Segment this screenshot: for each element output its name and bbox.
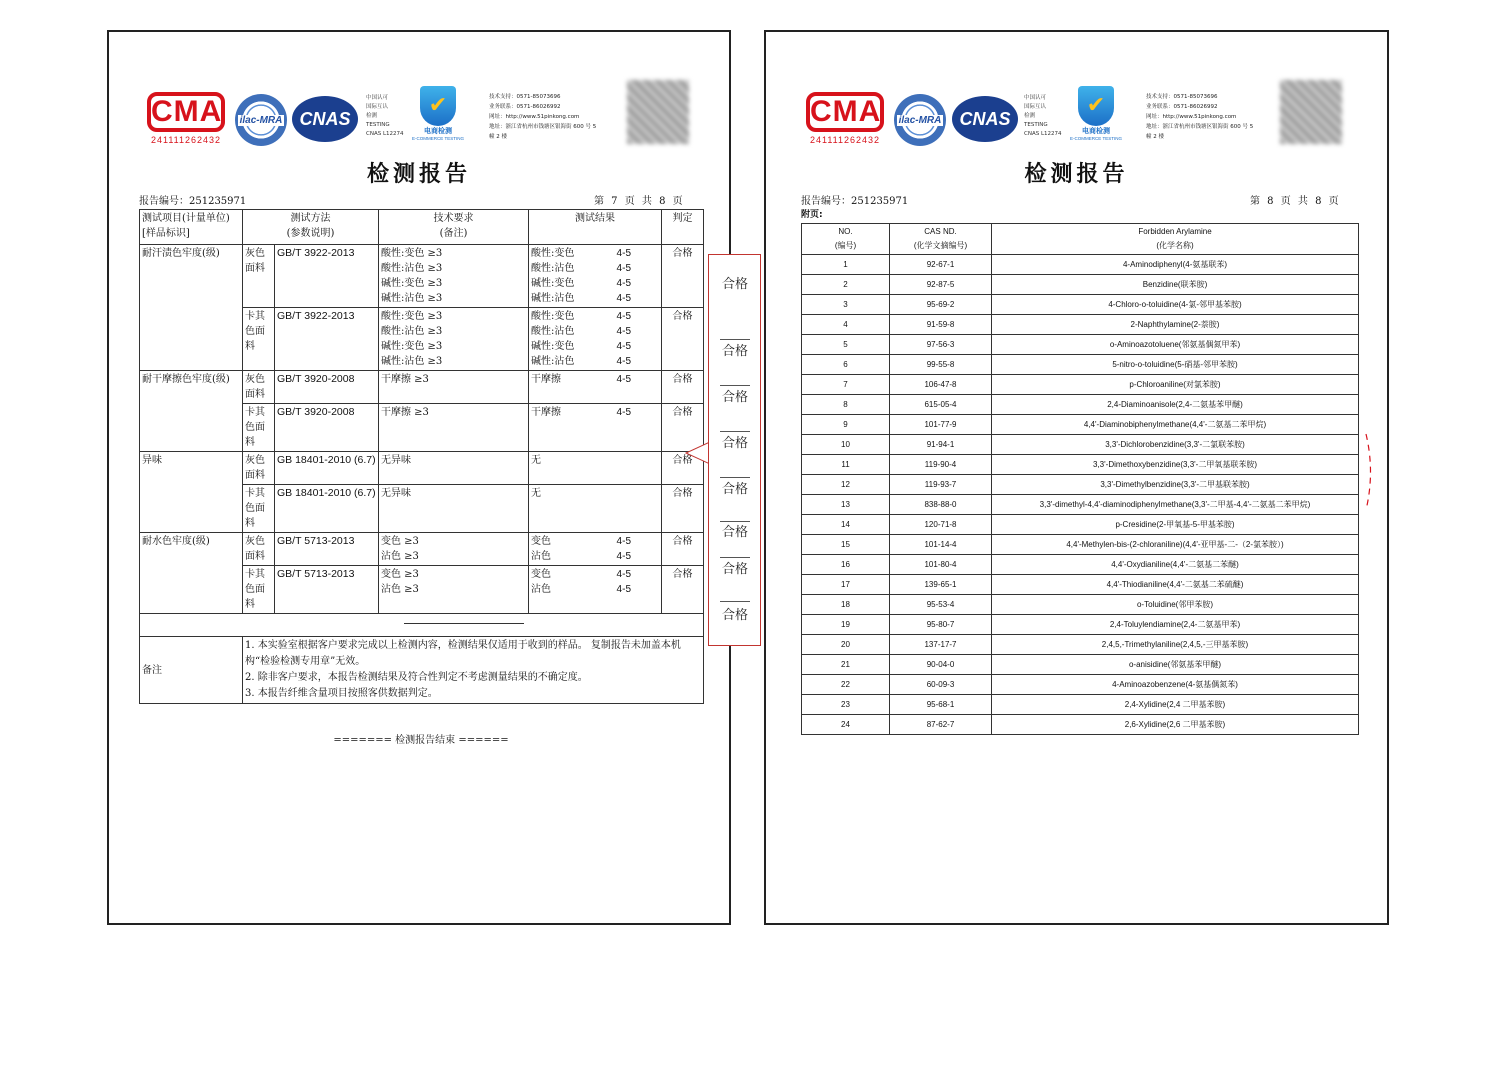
cas-number: 106-47-8 xyxy=(890,375,992,395)
text-line: 2. 除非客户要求，本报告检测结果及符合性判定不考虑测量结果的不确定度。 xyxy=(245,672,588,683)
row-number: 15 xyxy=(802,535,890,555)
row-number: 16 xyxy=(802,555,890,575)
text-line: (参数说明) xyxy=(286,228,335,239)
text-line: 技术支持：0571-85073696 xyxy=(1146,94,1218,100)
cas-number: 95-80-7 xyxy=(890,615,992,635)
result-value: 4-5 xyxy=(616,407,631,418)
result-label: 碱性:变色 xyxy=(531,278,575,289)
cma-number: 241111262432 xyxy=(809,135,881,145)
test-results-table xyxy=(139,209,704,704)
verdict: 合格 xyxy=(662,308,704,371)
verdict: 合格 xyxy=(662,533,704,566)
chemical-name: 2,4,5,-Trimethylaniline(2,4,5,-三甲基苯胺) xyxy=(992,635,1359,655)
cas-number: 119-93-7 xyxy=(890,475,992,495)
test-item: 耐汗渍色牢度(级) xyxy=(140,245,243,371)
row-number: 14 xyxy=(802,515,890,535)
accreditation-text xyxy=(366,94,406,139)
requirement-line: 变色 ≥3 xyxy=(381,536,419,547)
text-line: 中国认可 xyxy=(1024,95,1047,101)
report-page-8 xyxy=(764,30,1389,925)
result-value: 4-5 xyxy=(616,263,631,274)
contact-info xyxy=(1146,92,1276,142)
cnas-logo-icon: CNAS xyxy=(292,96,358,142)
text-line: 测试项目(计量单位) xyxy=(142,213,230,224)
sample-id: 卡其色面料 xyxy=(243,566,275,614)
table-header-row xyxy=(802,224,1359,255)
requirement-line: 干摩擦 ≥3 xyxy=(381,374,429,385)
cma-number: 241111262432 xyxy=(150,135,222,145)
result-value: 4-5 xyxy=(616,569,631,580)
text-line: 幢 2 楼 xyxy=(489,134,507,140)
result-value: 4-5 xyxy=(616,341,631,352)
cnas-logo-icon: CNAS xyxy=(952,96,1018,142)
text-line: 中国认可 xyxy=(366,95,389,101)
table-row xyxy=(140,533,704,566)
cas-number: 92-67-1 xyxy=(890,255,992,275)
result-label: 干摩擦 xyxy=(531,407,561,418)
verdict: 合格 xyxy=(662,404,704,452)
callout-divider xyxy=(720,385,750,386)
requirement-line: 碱性:变色 ≥3 xyxy=(381,341,443,352)
requirement-line: 酸性:变色 ≥3 xyxy=(381,311,443,322)
chemical-name: 4-Aminoazobenzene(4-氨基偶氮苯) xyxy=(992,675,1359,695)
text-line: TESTING xyxy=(366,122,390,128)
table-row xyxy=(140,245,704,308)
requirement-line: 沾色 ≥3 xyxy=(381,584,419,595)
test-results xyxy=(529,485,662,533)
row-number: 7 xyxy=(802,375,890,395)
chemical-name: o-anisidine(邻氨基苯甲醚) xyxy=(992,655,1359,675)
table-row xyxy=(802,675,1359,695)
table-row xyxy=(802,535,1359,555)
table-row xyxy=(802,415,1359,435)
table-row xyxy=(140,452,704,485)
cas-number: 137-17-7 xyxy=(890,635,992,655)
chemical-name: 5-nitro-o-toluidine(5-硝基-邻甲苯胺) xyxy=(992,355,1359,375)
test-item: 耐干摩擦色牢度(级) xyxy=(140,371,243,452)
row-number: 3 xyxy=(802,295,890,315)
appendix-label: 附页: xyxy=(801,210,823,220)
chemical-name: 2,4-Xylidine(2,4 二甲基苯胺) xyxy=(992,695,1359,715)
cas-number: 91-94-1 xyxy=(890,435,992,455)
report-header xyxy=(766,32,1387,162)
result-value: 4-5 xyxy=(616,551,631,562)
row-number: 19 xyxy=(802,615,890,635)
test-results xyxy=(529,452,662,485)
table-header-row xyxy=(140,210,704,245)
verdict: 合格 xyxy=(662,371,704,404)
text-line: NO. xyxy=(838,227,853,236)
chemical-name: p-Chloroaniline(对氯苯胺) xyxy=(992,375,1359,395)
callout-divider xyxy=(720,521,750,522)
table-row xyxy=(802,715,1359,735)
text-line: TESTING xyxy=(1024,122,1048,128)
text-line: 1. 本实验室根据客户要求完成以上检测内容，检测结果仅适用于收到的样品。 复制报告未加盖本机构“检验检测专用章”无效。 xyxy=(245,640,681,667)
cas-number: 95-53-4 xyxy=(890,595,992,615)
table-row xyxy=(802,255,1359,275)
table-row xyxy=(802,435,1359,455)
requirement-line: 碱性:沾色 ≥3 xyxy=(381,293,443,304)
result-label: 碱性:沾色 xyxy=(531,293,575,304)
ecommerce-testing-logo xyxy=(412,86,464,148)
chemical-name: 4,4'-Oxydianiline(4,4'-二氨基二苯醚) xyxy=(992,555,1359,575)
result-label: 无 xyxy=(531,455,541,466)
sample-id: 卡其色面料 xyxy=(243,308,275,371)
table-row xyxy=(802,615,1359,635)
qr-code-icon xyxy=(1280,80,1342,144)
cas-number: 139-65-1 xyxy=(890,575,992,595)
text-line: (编号) xyxy=(834,241,857,250)
chemical-name: 4-Aminodiphenyl(4-氨基联苯) xyxy=(992,255,1359,275)
sample-id: 灰色面料 xyxy=(243,245,275,308)
callout-verdict: 合格 xyxy=(721,482,748,497)
result-label: 变色 xyxy=(531,569,551,580)
cas-number: 97-56-3 xyxy=(890,335,992,355)
table-row xyxy=(802,275,1359,295)
requirement-line: 碱性:变色 ≥3 xyxy=(381,278,443,289)
contact-info xyxy=(489,92,619,142)
requirements xyxy=(379,308,529,371)
table-row xyxy=(802,335,1359,355)
text-line: Forbidden Arylamine xyxy=(1138,227,1212,236)
text-line: (化学名称) xyxy=(1156,241,1194,250)
callout-verdict: 合格 xyxy=(721,608,748,623)
callout-verdict: 合格 xyxy=(721,277,748,292)
text-line: 网址：http://www.51pinkong.com xyxy=(489,114,580,120)
notes-label: 备注 xyxy=(140,637,243,704)
test-results xyxy=(529,566,662,614)
page-title: 检测报告 xyxy=(366,161,471,187)
text-line: 判定 xyxy=(662,210,704,245)
callout-divider xyxy=(720,557,750,558)
requirements xyxy=(379,566,529,614)
row-number: 20 xyxy=(802,635,890,655)
cas-number: 95-69-2 xyxy=(890,295,992,315)
row-number: 4 xyxy=(802,315,890,335)
text-line: ilac-MRA xyxy=(239,114,283,126)
requirement-line: 无异味 xyxy=(381,455,411,466)
cas-number: 101-77-9 xyxy=(890,415,992,435)
row-number: 5 xyxy=(802,335,890,355)
sample-id: 卡其色面料 xyxy=(243,404,275,452)
chemical-name: 2-Naphthylamine(2-萘胺) xyxy=(992,315,1359,335)
requirement-line: 干摩擦 ≥3 xyxy=(381,407,429,418)
cas-number: 119-90-4 xyxy=(890,455,992,475)
chemical-name: 2,6-Xylidine(2,6 二甲基苯胺) xyxy=(992,715,1359,735)
notes-row xyxy=(140,637,704,704)
text-line: 业务联系：0571-86026992 xyxy=(1146,104,1218,110)
cas-number: 101-80-4 xyxy=(890,555,992,575)
table-row xyxy=(802,695,1359,715)
verdict: 合格 xyxy=(662,452,704,485)
page-title: 检测报告 xyxy=(1024,161,1129,187)
requirements xyxy=(379,533,529,566)
row-number: 18 xyxy=(802,595,890,615)
row-number: 13 xyxy=(802,495,890,515)
text-line: 技术支持：0571-85073696 xyxy=(489,94,561,100)
sample-id: 卡其色面料 xyxy=(243,485,275,533)
table-row xyxy=(802,295,1359,315)
ilac-mra-logo-icon xyxy=(235,94,287,146)
row-number: 2 xyxy=(802,275,890,295)
text-line: 3. 本报告纤维含量项目按照客供数据判定。 xyxy=(245,688,438,699)
row-number: 11 xyxy=(802,455,890,475)
cas-number: 91-59-8 xyxy=(890,315,992,335)
text-line: 技术要求 xyxy=(433,213,474,224)
test-method: GB/T 3920-2008 xyxy=(275,371,379,404)
callout-divider xyxy=(720,339,750,340)
text-line: 国际互认 xyxy=(1024,104,1047,110)
table-row xyxy=(802,595,1359,615)
result-value: 4-5 xyxy=(616,374,631,385)
cas-number: 92-87-5 xyxy=(890,275,992,295)
shield-check-icon: ✔ xyxy=(420,86,456,126)
requirements xyxy=(379,485,529,533)
result-label: 沾色 xyxy=(531,584,551,595)
text-line: (化学文摘编号) xyxy=(913,241,968,250)
test-method: GB/T 3922-2013 xyxy=(275,308,379,371)
requirement-line: 无异味 xyxy=(381,488,411,499)
requirements xyxy=(379,371,529,404)
test-item: 耐水色牢度(级) xyxy=(140,533,243,614)
cas-number: 99-55-8 xyxy=(890,355,992,375)
result-label: 碱性:沾色 xyxy=(531,356,575,367)
blank-row xyxy=(140,614,704,637)
table-row xyxy=(802,355,1359,375)
cma-mark-icon: CMA xyxy=(147,92,225,132)
callout-divider xyxy=(720,601,750,602)
table-row xyxy=(802,455,1359,475)
row-number: 12 xyxy=(802,475,890,495)
chemical-name: o-Aminoazotoluene(邻氨基偶氮甲苯) xyxy=(992,335,1359,355)
requirements xyxy=(379,452,529,485)
test-method: GB 18401-2010 (6.7) xyxy=(275,452,379,485)
page-indicator: 第 7 页 共 8 页 xyxy=(594,196,685,207)
test-method: GB/T 5713-2013 xyxy=(275,533,379,566)
text-line: 地址：浙江省杭州市钱塘区银海街 600 号 5 xyxy=(489,124,597,130)
table-row xyxy=(802,475,1359,495)
text-line: (备注) xyxy=(439,228,468,239)
sample-id: 灰色面料 xyxy=(243,533,275,566)
red-stamp-edge-icon xyxy=(1364,432,1376,512)
callout-verdict: 合格 xyxy=(721,344,748,359)
text-line: 地址：浙江省杭州市钱塘区银海街 600 号 5 xyxy=(1146,124,1254,130)
result-value: 4-5 xyxy=(616,248,631,259)
shield-check-icon: ✔ xyxy=(1078,86,1114,126)
verdict-callout-box xyxy=(708,254,761,646)
table-row xyxy=(802,635,1359,655)
verdict: 合格 xyxy=(662,485,704,533)
text-line: 测试方法 xyxy=(290,213,331,224)
row-number: 24 xyxy=(802,715,890,735)
callout-verdict: 合格 xyxy=(721,562,748,577)
row-number: 8 xyxy=(802,395,890,415)
text-line: 幢 2 楼 xyxy=(1146,134,1164,140)
table-row xyxy=(802,575,1359,595)
chemical-name: 4,4'-Thiodianiline(4,4'-二氨基二苯硫醚) xyxy=(992,575,1359,595)
cas-number: 120-71-8 xyxy=(890,515,992,535)
arylamine-table xyxy=(801,223,1359,735)
text-line: 检测 xyxy=(366,113,378,119)
row-number: 22 xyxy=(802,675,890,695)
text-line: [样品标识] xyxy=(142,228,190,239)
text-line: 网址：http://www.51pinkong.com xyxy=(1146,114,1237,120)
report-number: 报告编号：251235971 xyxy=(801,196,909,207)
requirements xyxy=(379,404,529,452)
report-number: 报告编号：251235971 xyxy=(139,196,247,207)
result-label: 干摩擦 xyxy=(531,374,561,385)
callout-divider xyxy=(720,431,750,432)
result-value: 4-5 xyxy=(616,293,631,304)
chemical-name: 4,4'-Methylen-bis-(2-chloraniline)(4,4'-亚甲基-二-（2-氯苯胺）) xyxy=(992,535,1359,555)
requirement-line: 酸性:沾色 ≥3 xyxy=(381,263,443,274)
text-line: 检测 xyxy=(1024,113,1036,119)
row-number: 23 xyxy=(802,695,890,715)
chemical-name: 3,3'-Dimethoxybenzidine(3,3'-二甲氧基联苯胺) xyxy=(992,455,1359,475)
test-results xyxy=(529,245,662,308)
accreditation-text xyxy=(1024,94,1064,139)
cas-number: 615-05-4 xyxy=(890,395,992,415)
table-row xyxy=(802,375,1359,395)
text-line: E-COMMERCE TESTING xyxy=(412,136,464,141)
requirement-line: 沾色 ≥3 xyxy=(381,551,419,562)
table-row xyxy=(802,495,1359,515)
text-line: CAS ND. xyxy=(924,227,957,236)
requirement-line: 碱性:沾色 ≥3 xyxy=(381,356,443,367)
cma-mark-icon: CMA xyxy=(806,92,884,132)
result-label: 碱性:变色 xyxy=(531,341,575,352)
ecommerce-testing-logo xyxy=(1070,86,1122,148)
cas-number: 95-68-1 xyxy=(890,695,992,715)
requirements xyxy=(379,245,529,308)
verdict: 合格 xyxy=(662,566,704,614)
sample-id: 灰色面料 xyxy=(243,371,275,404)
callout-verdict: 合格 xyxy=(721,436,748,451)
text-line: 测试结果 xyxy=(529,210,662,245)
ilac-mra-logo-icon xyxy=(894,94,946,146)
callout-pointer-icon xyxy=(684,440,710,466)
result-value: 4-5 xyxy=(616,278,631,289)
qr-code-icon xyxy=(627,80,689,144)
chemical-name: Benzidine(联苯胺) xyxy=(992,275,1359,295)
result-label: 酸性:沾色 xyxy=(531,263,575,274)
row-number: 10 xyxy=(802,435,890,455)
table-row xyxy=(802,655,1359,675)
result-value: 4-5 xyxy=(616,356,631,367)
result-label: 酸性:沾色 xyxy=(531,326,575,337)
result-label: 沾色 xyxy=(531,551,551,562)
chemical-name: 2,4-Diaminoanisole(2,4-二氨基苯甲醚) xyxy=(992,395,1359,415)
test-method: GB/T 5713-2013 xyxy=(275,566,379,614)
test-results xyxy=(529,371,662,404)
row-number: 21 xyxy=(802,655,890,675)
text-line: ilac-MRA xyxy=(898,114,942,126)
requirement-line: 变色 ≥3 xyxy=(381,569,419,580)
result-label: 酸性:变色 xyxy=(531,311,575,322)
notes-text xyxy=(243,637,704,704)
cas-number: 90-04-0 xyxy=(890,655,992,675)
cma-logo xyxy=(806,92,884,146)
text-line: CNAS L12274 xyxy=(366,131,404,137)
result-label: 无 xyxy=(531,488,541,499)
result-label: 酸性:变色 xyxy=(531,248,575,259)
report-header xyxy=(109,32,729,162)
result-value: 4-5 xyxy=(616,326,631,337)
requirement-line: 酸性:变色 ≥3 xyxy=(381,248,443,259)
chemical-name: 4,4'-Diaminobiphenylmethane(4,4'-二氨基二苯甲烷) xyxy=(992,415,1359,435)
verdict: 合格 xyxy=(662,245,704,308)
result-value: 4-5 xyxy=(616,536,631,547)
cma-logo xyxy=(147,92,225,146)
cas-number: 101-14-4 xyxy=(890,535,992,555)
chemical-name: 3,3'-Dimethylbenzidine(3,3'-二甲基联苯胺) xyxy=(992,475,1359,495)
test-results xyxy=(529,308,662,371)
row-number: 17 xyxy=(802,575,890,595)
chemical-name: o-Toluidine(邻甲苯胺) xyxy=(992,595,1359,615)
result-value: 4-5 xyxy=(616,584,631,595)
cas-number: 838-88-0 xyxy=(890,495,992,515)
table-row xyxy=(802,515,1359,535)
report-page-7 xyxy=(107,30,731,925)
table-row xyxy=(802,315,1359,335)
text-line: E-COMMERCE TESTING xyxy=(1070,136,1122,141)
result-value: 4-5 xyxy=(616,311,631,322)
text-line: 电商检测 xyxy=(1082,127,1110,135)
text-line: CNAS L12274 xyxy=(1024,131,1062,137)
cas-number: 87-62-7 xyxy=(890,715,992,735)
table-row xyxy=(140,371,704,404)
callout-divider xyxy=(720,477,750,478)
chemical-name: p-Cresidine(2-甲氧基-5-甲基苯胺) xyxy=(992,515,1359,535)
table-row xyxy=(802,555,1359,575)
report-end-line: ======= 检测报告结束 ====== xyxy=(333,735,509,746)
test-results xyxy=(529,533,662,566)
callout-verdict: 合格 xyxy=(721,525,748,540)
table-row xyxy=(802,395,1359,415)
chemical-name: 2,4-Toluylendiamine(2,4-二氨基甲苯) xyxy=(992,615,1359,635)
row-number: 1 xyxy=(802,255,890,275)
test-method: GB/T 3920-2008 xyxy=(275,404,379,452)
row-number: 9 xyxy=(802,415,890,435)
requirement-line: 酸性:沾色 ≥3 xyxy=(381,326,443,337)
test-item: 异味 xyxy=(140,452,243,533)
chemical-name: 3,3'-Dichlorobenzidine(3,3'-二氯联苯胺) xyxy=(992,435,1359,455)
test-method: GB/T 3922-2013 xyxy=(275,245,379,308)
test-method: GB 18401-2010 (6.7) xyxy=(275,485,379,533)
sample-id: 灰色面料 xyxy=(243,452,275,485)
page-indicator: 第 8 页 共 8 页 xyxy=(1250,196,1341,207)
cas-number: 60-09-3 xyxy=(890,675,992,695)
text-line: 业务联系：0571-86026992 xyxy=(489,104,561,110)
chemical-name: 3,3'-dimethyl-4,4'-diaminodiphenylmethane(3,3'-二甲基-4,4'-二氨基二苯甲烷) xyxy=(992,495,1359,515)
result-label: 变色 xyxy=(531,536,551,547)
row-number: 6 xyxy=(802,355,890,375)
chemical-name: 4-Chloro-o-toluidine(4-氯-邻甲基苯胺) xyxy=(992,295,1359,315)
callout-verdict: 合格 xyxy=(721,390,748,405)
text-line: 国际互认 xyxy=(366,104,389,110)
text-line: 电商检测 xyxy=(424,127,452,135)
test-results xyxy=(529,404,662,452)
